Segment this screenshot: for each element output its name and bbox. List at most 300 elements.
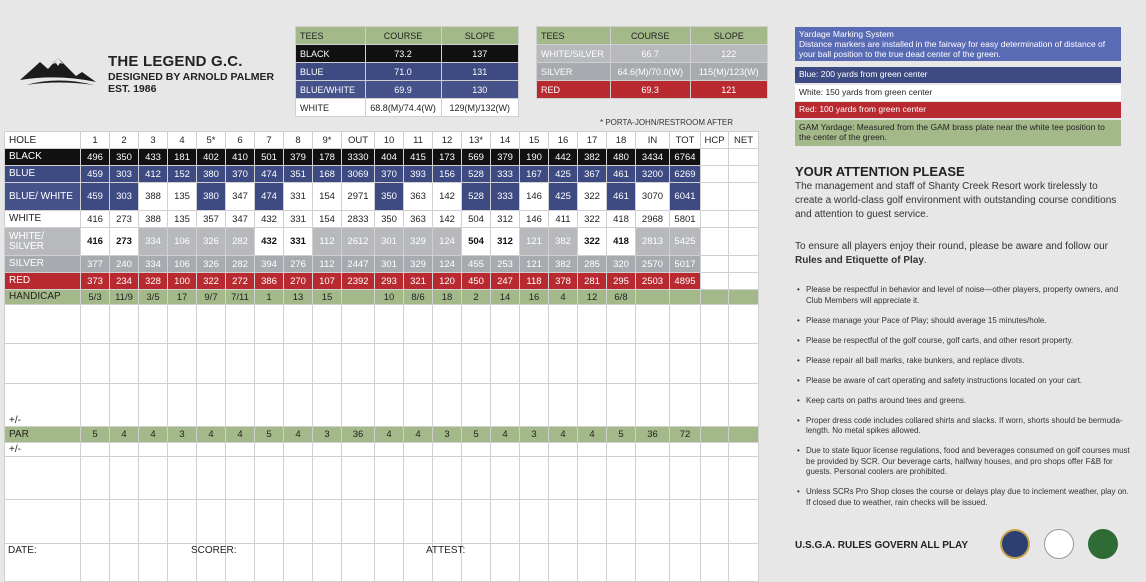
score-cell[interactable] bbox=[729, 344, 759, 384]
yardage-cell: 461 bbox=[607, 183, 636, 211]
score-cell[interactable] bbox=[491, 544, 520, 582]
score-cell[interactable] bbox=[284, 443, 313, 457]
score-cell[interactable] bbox=[729, 384, 759, 427]
score-cell[interactable] bbox=[313, 443, 342, 457]
score-cell[interactable] bbox=[404, 305, 433, 344]
yardage-cell: 404 bbox=[375, 149, 404, 166]
score-cell[interactable] bbox=[313, 384, 342, 427]
attention-title: YOUR ATTENTION PLEASE bbox=[795, 164, 965, 179]
hole-number: NET bbox=[729, 132, 759, 149]
hcp-cell bbox=[701, 149, 729, 166]
yardage-blue: Blue: 200 yards from green center bbox=[795, 67, 1121, 83]
hole-number: 1 bbox=[81, 132, 110, 149]
score-cell[interactable] bbox=[226, 443, 255, 457]
par-cell: 5 bbox=[81, 427, 110, 443]
score-cell[interactable] bbox=[168, 384, 197, 427]
score-cell[interactable] bbox=[636, 500, 670, 544]
score-cell[interactable] bbox=[549, 500, 578, 544]
score-cell[interactable] bbox=[139, 344, 168, 384]
score-cell[interactable] bbox=[226, 500, 255, 544]
par-cell: 4 bbox=[284, 427, 313, 443]
yardage-cell: 455 bbox=[462, 256, 491, 273]
score-cell[interactable] bbox=[139, 384, 168, 427]
hole-number: 13* bbox=[462, 132, 491, 149]
yardage-cell: 351 bbox=[284, 166, 313, 183]
yardage-cell: 425 bbox=[549, 166, 578, 183]
score-cell[interactable] bbox=[110, 305, 139, 344]
score-cell[interactable] bbox=[342, 384, 375, 427]
score-cell[interactable] bbox=[701, 457, 729, 500]
score-cell[interactable] bbox=[607, 384, 636, 427]
yardage-cell: 2447 bbox=[342, 256, 375, 273]
yardage-cell: 474 bbox=[255, 183, 284, 211]
score-cell[interactable] bbox=[578, 443, 607, 457]
rating-row bbox=[537, 45, 768, 63]
yardage-cell: 3069 bbox=[342, 166, 375, 183]
yardage-cell: 5017 bbox=[670, 256, 701, 273]
score-cell[interactable] bbox=[110, 457, 139, 500]
score-cell[interactable] bbox=[433, 457, 462, 500]
score-cell[interactable] bbox=[433, 500, 462, 544]
score-cell[interactable] bbox=[255, 457, 284, 500]
yardage-cell: 11/9 bbox=[110, 290, 139, 305]
score-cell[interactable] bbox=[342, 457, 375, 500]
score-cell[interactable] bbox=[168, 457, 197, 500]
score-cell[interactable] bbox=[110, 500, 139, 544]
score-cell[interactable] bbox=[284, 305, 313, 344]
score-cell[interactable] bbox=[549, 384, 578, 427]
par-cell: 4 bbox=[139, 427, 168, 443]
score-cell[interactable] bbox=[168, 344, 197, 384]
rating-slope: 129(M)/132(W) bbox=[441, 99, 518, 117]
player-score-row bbox=[5, 457, 759, 500]
row-label: PAR bbox=[5, 427, 81, 443]
handicap-row bbox=[5, 290, 759, 305]
score-cell[interactable] bbox=[670, 457, 701, 500]
yardage-cell: 382 bbox=[549, 228, 578, 256]
rating-tee: BLACK bbox=[296, 45, 366, 63]
score-cell[interactable] bbox=[433, 443, 462, 457]
yardage-cell bbox=[670, 290, 701, 305]
score-cell[interactable] bbox=[226, 344, 255, 384]
score-cell[interactable] bbox=[110, 544, 139, 582]
yardage-cell: 173 bbox=[433, 149, 462, 166]
yardage-cell: 5425 bbox=[670, 228, 701, 256]
par-cell: 4 bbox=[578, 427, 607, 443]
score-cell[interactable] bbox=[255, 384, 284, 427]
score-cell[interactable] bbox=[255, 500, 284, 544]
score-cell[interactable] bbox=[284, 384, 313, 427]
yardage-cell: 112 bbox=[313, 228, 342, 256]
yardage-cell: 388 bbox=[139, 211, 168, 228]
yardage-cell: 459 bbox=[81, 166, 110, 183]
score-cell[interactable] bbox=[226, 305, 255, 344]
score-cell[interactable] bbox=[491, 457, 520, 500]
score-cell[interactable] bbox=[342, 344, 375, 384]
score-cell[interactable] bbox=[607, 344, 636, 384]
yardage-cell: 334 bbox=[139, 256, 168, 273]
rule-item: • Please manage your Pace of Play; should average 15 minutes/hole. bbox=[795, 316, 1130, 327]
yardage-cell: 322 bbox=[578, 183, 607, 211]
yardage-cell: 331 bbox=[284, 228, 313, 256]
plus-minus-row bbox=[5, 443, 759, 457]
score-cell[interactable] bbox=[701, 305, 729, 344]
score-cell[interactable] bbox=[110, 443, 139, 457]
score-cell[interactable] bbox=[578, 384, 607, 427]
row-label: SILVER bbox=[5, 256, 81, 273]
yardage-cell: 363 bbox=[404, 211, 433, 228]
score-cell[interactable] bbox=[607, 443, 636, 457]
rating-course: 66.7 bbox=[610, 45, 690, 63]
score-cell[interactable] bbox=[549, 544, 578, 582]
score-cell[interactable] bbox=[197, 443, 226, 457]
score-cell[interactable] bbox=[404, 443, 433, 457]
yardage-cell: 121 bbox=[520, 256, 549, 273]
yardage-cell: 334 bbox=[139, 228, 168, 256]
score-cell[interactable] bbox=[578, 305, 607, 344]
score-cell[interactable] bbox=[139, 544, 168, 582]
yardage-cell: 120 bbox=[433, 273, 462, 290]
scorecard-table bbox=[4, 131, 759, 582]
score-cell[interactable] bbox=[313, 305, 342, 344]
net-cell bbox=[729, 211, 759, 228]
score-cell[interactable] bbox=[462, 305, 491, 344]
score-cell[interactable] bbox=[701, 344, 729, 384]
yardage-cell: 321 bbox=[404, 273, 433, 290]
score-cell[interactable] bbox=[462, 500, 491, 544]
score-cell[interactable] bbox=[255, 544, 284, 582]
yardage-cell: 312 bbox=[491, 211, 520, 228]
score-cell[interactable] bbox=[342, 443, 375, 457]
score-cell[interactable] bbox=[701, 544, 729, 582]
score-cell[interactable] bbox=[578, 344, 607, 384]
score-cell[interactable] bbox=[375, 384, 404, 427]
yardage-cell: 9/7 bbox=[197, 290, 226, 305]
score-cell[interactable] bbox=[197, 384, 226, 427]
player-name-cell[interactable] bbox=[5, 305, 81, 344]
yardage-cell: 363 bbox=[404, 183, 433, 211]
score-cell[interactable] bbox=[491, 305, 520, 344]
score-cell[interactable] bbox=[636, 384, 670, 427]
yardage-cell: 285 bbox=[578, 256, 607, 273]
par-cell: 4 bbox=[491, 427, 520, 443]
rule-item: • Please repair all ball marks, rake bunkers, and replace divots. bbox=[795, 356, 1130, 367]
rating-tee: BLUE/WHITE bbox=[296, 81, 366, 99]
score-cell[interactable] bbox=[81, 544, 110, 582]
score-cell[interactable] bbox=[491, 443, 520, 457]
score-cell[interactable] bbox=[433, 305, 462, 344]
yardage-cell bbox=[342, 290, 375, 305]
score-cell[interactable] bbox=[81, 443, 110, 457]
score-cell[interactable] bbox=[110, 384, 139, 427]
hole-number: 10 bbox=[375, 132, 404, 149]
score-cell[interactable] bbox=[729, 305, 759, 344]
yardage-cell: 3070 bbox=[636, 183, 670, 211]
score-cell[interactable] bbox=[636, 443, 670, 457]
player-score-row bbox=[5, 344, 759, 384]
rating-header: TEES bbox=[296, 27, 366, 45]
yardage-cell: 2392 bbox=[342, 273, 375, 290]
score-cell[interactable] bbox=[404, 500, 433, 544]
score-cell[interactable] bbox=[139, 305, 168, 344]
score-cell[interactable] bbox=[404, 457, 433, 500]
score-cell[interactable] bbox=[578, 544, 607, 582]
rating-header: SLOPE bbox=[690, 27, 767, 45]
hole-number: 6 bbox=[226, 132, 255, 149]
score-cell[interactable] bbox=[284, 344, 313, 384]
score-cell[interactable] bbox=[139, 443, 168, 457]
score-cell[interactable] bbox=[729, 544, 759, 582]
score-cell[interactable] bbox=[168, 500, 197, 544]
hole-number: 8 bbox=[284, 132, 313, 149]
yardage-cell: 326 bbox=[197, 228, 226, 256]
score-cell[interactable] bbox=[607, 305, 636, 344]
scorer-label: SCORER: bbox=[191, 545, 237, 556]
score-cell[interactable] bbox=[462, 457, 491, 500]
established-line: EST. 1986 bbox=[108, 82, 157, 95]
score-cell[interactable] bbox=[491, 344, 520, 384]
score-cell[interactable] bbox=[81, 305, 110, 344]
hole-number: 17 bbox=[578, 132, 607, 149]
rating-header: COURSE bbox=[365, 27, 441, 45]
score-cell[interactable] bbox=[701, 443, 729, 457]
score-cell[interactable] bbox=[670, 344, 701, 384]
yardage-cell: 474 bbox=[255, 166, 284, 183]
rules-list bbox=[795, 285, 1130, 518]
yardage-cell: 329 bbox=[404, 256, 433, 273]
yardage-cell: 501 bbox=[255, 149, 284, 166]
score-cell[interactable] bbox=[607, 544, 636, 582]
yardage-cell: 504 bbox=[462, 228, 491, 256]
score-cell[interactable] bbox=[375, 344, 404, 384]
score-cell[interactable] bbox=[670, 384, 701, 427]
score-cell[interactable] bbox=[81, 384, 110, 427]
par-cell: 4 bbox=[375, 427, 404, 443]
par-cell: 4 bbox=[549, 427, 578, 443]
yardage-cell: 273 bbox=[110, 211, 139, 228]
par-cell: 4 bbox=[197, 427, 226, 443]
score-cell[interactable] bbox=[226, 384, 255, 427]
score-cell[interactable] bbox=[549, 443, 578, 457]
rating-slope: 130 bbox=[441, 81, 518, 99]
yardage-cell: 312 bbox=[491, 228, 520, 256]
score-cell[interactable] bbox=[636, 544, 670, 582]
score-cell[interactable] bbox=[342, 500, 375, 544]
yardage-cell: 3434 bbox=[636, 149, 670, 166]
score-cell[interactable] bbox=[491, 500, 520, 544]
yardage-cell: 14 bbox=[491, 290, 520, 305]
score-cell[interactable] bbox=[670, 500, 701, 544]
score-cell[interactable] bbox=[578, 500, 607, 544]
score-cell[interactable] bbox=[375, 443, 404, 457]
score-cell[interactable] bbox=[607, 457, 636, 500]
score-cell[interactable] bbox=[462, 544, 491, 582]
score-cell[interactable] bbox=[197, 305, 226, 344]
score-cell[interactable] bbox=[110, 344, 139, 384]
score-cell[interactable] bbox=[549, 305, 578, 344]
score-cell[interactable] bbox=[375, 544, 404, 582]
yardage-cell: 301 bbox=[375, 228, 404, 256]
score-cell[interactable] bbox=[197, 457, 226, 500]
attention-paragraph: The management and staff of Shanty Creek Resort work tirelessly to create a world-class golf environment with outstanding course conditions and attention to guest service. bbox=[795, 181, 1117, 220]
yardage-cell: 322 bbox=[578, 228, 607, 256]
white-silver-tee-row bbox=[5, 228, 759, 256]
yardage-cell: 382 bbox=[578, 149, 607, 166]
yardage-cell: 450 bbox=[462, 273, 491, 290]
score-cell[interactable] bbox=[342, 305, 375, 344]
score-cell[interactable] bbox=[342, 544, 375, 582]
score-cell[interactable] bbox=[255, 305, 284, 344]
score-cell[interactable] bbox=[81, 344, 110, 384]
hole-number: IN bbox=[636, 132, 670, 149]
yardage-cell: 154 bbox=[313, 183, 342, 211]
row-label: WHITE/ SILVER bbox=[5, 228, 81, 256]
score-cell[interactable] bbox=[578, 457, 607, 500]
rating-course: 68.8(M)/74.4(W) bbox=[365, 99, 441, 117]
score-cell[interactable] bbox=[284, 500, 313, 544]
score-cell[interactable] bbox=[375, 305, 404, 344]
score-cell[interactable] bbox=[729, 443, 759, 457]
tee-ratings-table-right bbox=[536, 26, 768, 99]
yardage-cell bbox=[636, 290, 670, 305]
score-cell[interactable] bbox=[139, 500, 168, 544]
score-cell[interactable] bbox=[433, 384, 462, 427]
net-cell bbox=[729, 427, 759, 443]
yardage-cell: 4 bbox=[549, 290, 578, 305]
score-cell[interactable] bbox=[636, 457, 670, 500]
rating-course: 73.2 bbox=[365, 45, 441, 63]
yardage-cell: 350 bbox=[110, 149, 139, 166]
yardage-cell: 100 bbox=[168, 273, 197, 290]
rule-item: • Proper dress code includes collared shirts and slacks. If worn, shorts should be bermuda-length. No metal spikes allowed. bbox=[795, 416, 1130, 437]
yardage-cell: 2612 bbox=[342, 228, 375, 256]
hole-number: HCP bbox=[701, 132, 729, 149]
score-cell[interactable] bbox=[670, 443, 701, 457]
plus-minus-label[interactable]: +/- bbox=[5, 384, 81, 427]
score-cell[interactable] bbox=[197, 344, 226, 384]
score-cell[interactable] bbox=[636, 305, 670, 344]
yardage-cell: 295 bbox=[607, 273, 636, 290]
score-cell[interactable] bbox=[549, 344, 578, 384]
score-cell[interactable] bbox=[139, 457, 168, 500]
score-cell[interactable] bbox=[375, 500, 404, 544]
yardage-cell: 2570 bbox=[636, 256, 670, 273]
yardage-cell: 350 bbox=[375, 183, 404, 211]
score-cell[interactable] bbox=[520, 544, 549, 582]
rules-etiquette-link: Rules and Etiquette of Play bbox=[795, 255, 924, 266]
tee-ratings-table-left bbox=[295, 26, 519, 117]
score-cell[interactable] bbox=[701, 384, 729, 427]
score-cell[interactable] bbox=[313, 544, 342, 582]
yardage-cell: 388 bbox=[139, 183, 168, 211]
yardage-cell: 418 bbox=[607, 211, 636, 228]
yardage-cell: 152 bbox=[168, 166, 197, 183]
score-cell[interactable] bbox=[226, 457, 255, 500]
yardage-cell: 167 bbox=[520, 166, 549, 183]
hcp-cell bbox=[701, 183, 729, 211]
score-cell[interactable] bbox=[284, 457, 313, 500]
score-cell[interactable] bbox=[168, 443, 197, 457]
rating-tee: SILVER bbox=[537, 63, 611, 81]
score-cell[interactable] bbox=[81, 457, 110, 500]
yardage-cell: 380 bbox=[197, 166, 226, 183]
score-cell[interactable] bbox=[284, 544, 313, 582]
hole-number: 2 bbox=[110, 132, 139, 149]
score-cell[interactable] bbox=[520, 344, 549, 384]
score-cell[interactable] bbox=[197, 500, 226, 544]
score-cell[interactable] bbox=[491, 384, 520, 427]
player-name-cell[interactable] bbox=[5, 457, 81, 500]
score-cell[interactable] bbox=[168, 305, 197, 344]
hole-number: 3 bbox=[139, 132, 168, 149]
yardage-cell: 303 bbox=[110, 183, 139, 211]
player-name-cell[interactable] bbox=[5, 500, 81, 544]
score-cell[interactable] bbox=[313, 457, 342, 500]
yardage-cell: 333 bbox=[491, 183, 520, 211]
yardage-cell: 3200 bbox=[636, 166, 670, 183]
yardage-cell: 253 bbox=[491, 256, 520, 273]
hole-number: 16 bbox=[549, 132, 578, 149]
par-cell: 36 bbox=[636, 427, 670, 443]
score-cell[interactable] bbox=[433, 344, 462, 384]
score-cell[interactable] bbox=[549, 457, 578, 500]
score-cell[interactable] bbox=[520, 500, 549, 544]
score-cell[interactable] bbox=[404, 384, 433, 427]
score-cell[interactable] bbox=[636, 344, 670, 384]
score-cell[interactable] bbox=[520, 443, 549, 457]
score-cell[interactable] bbox=[404, 344, 433, 384]
score-cell[interactable] bbox=[313, 344, 342, 384]
yardage-cell: 6764 bbox=[670, 149, 701, 166]
player-name-cell[interactable] bbox=[5, 344, 81, 384]
rule-item: • Due to state liquor license regulations, food and beverages consumed on golf courses must be provided by SCR. Our beverage carts, halfway houses, and pro shops offer F&B for guests. Personal coolers are prohibited. bbox=[795, 446, 1130, 478]
score-cell[interactable] bbox=[520, 457, 549, 500]
yardage-cell: 6/8 bbox=[607, 290, 636, 305]
yardage-cell: 8/6 bbox=[404, 290, 433, 305]
score-cell[interactable] bbox=[520, 384, 549, 427]
yardage-cell: 331 bbox=[284, 211, 313, 228]
rating-slope: 122 bbox=[690, 45, 767, 63]
yardage-cell: 386 bbox=[255, 273, 284, 290]
yardage-cell: 18 bbox=[433, 290, 462, 305]
yardage-cell: 293 bbox=[375, 273, 404, 290]
yardage-cell: 411 bbox=[549, 211, 578, 228]
score-cell[interactable] bbox=[607, 500, 636, 544]
score-cell[interactable] bbox=[462, 344, 491, 384]
net-cell bbox=[729, 273, 759, 290]
yardage-cell: 272 bbox=[226, 273, 255, 290]
score-cell[interactable] bbox=[520, 305, 549, 344]
score-cell[interactable] bbox=[462, 443, 491, 457]
score-cell[interactable] bbox=[701, 500, 729, 544]
yardage-cell: 370 bbox=[375, 166, 404, 183]
player-score-row bbox=[5, 500, 759, 544]
score-cell[interactable] bbox=[375, 457, 404, 500]
score-cell[interactable] bbox=[670, 305, 701, 344]
score-cell[interactable] bbox=[729, 457, 759, 500]
score-cell[interactable] bbox=[670, 544, 701, 582]
score-cell[interactable] bbox=[255, 344, 284, 384]
score-cell[interactable] bbox=[313, 500, 342, 544]
rating-header: TEES bbox=[537, 27, 611, 45]
rating-tee: RED bbox=[537, 81, 611, 99]
yardage-cell: 416 bbox=[81, 211, 110, 228]
rule-item: • Please be aware of cart operating and safety instructions located on your cart. bbox=[795, 376, 1130, 387]
score-cell[interactable] bbox=[462, 384, 491, 427]
score-cell[interactable] bbox=[729, 500, 759, 544]
score-cell[interactable] bbox=[255, 443, 284, 457]
score-cell[interactable] bbox=[81, 500, 110, 544]
